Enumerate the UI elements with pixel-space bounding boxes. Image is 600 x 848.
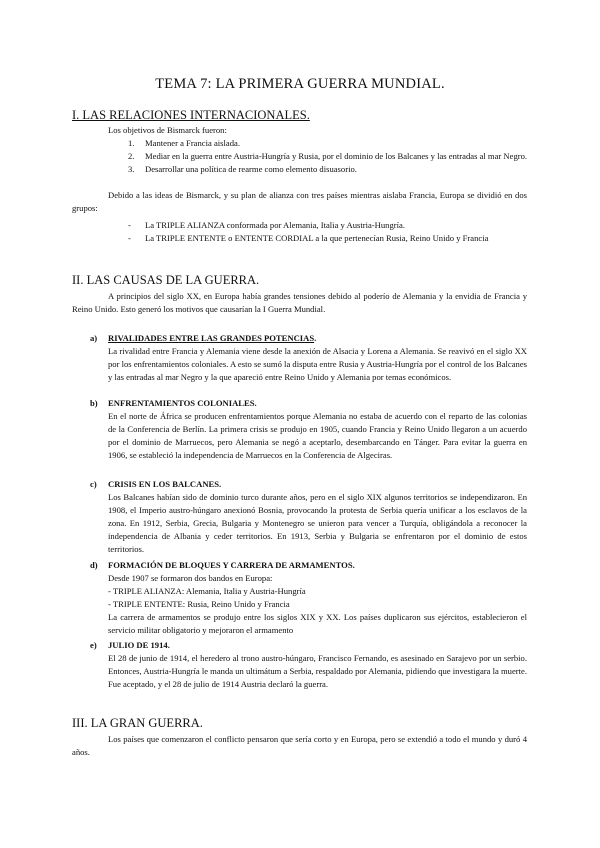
section-2-heading: II. LAS CAUSAS DE LA GUERRA. xyxy=(72,273,260,287)
subsection-c-title: c) CRISIS EN LOS BALCANES. xyxy=(90,479,222,489)
page-title: TEMA 7: LA PRIMERA GUERRA MUNDIAL. xyxy=(155,76,445,92)
subsection-d-text: La carrera de armamentos se produjo entre los siglos XIX y XX. Los países duplicaron sus ejércitos, establecieron el servicio militar obligatorio y mejoraron el armamento xyxy=(108,612,527,635)
subsection-d-title: d) FORMACIÓN DE BLOQUES Y CARRERA DE ARMAMENTOS. xyxy=(90,560,355,570)
subsection-e-title: e) JULIO DE 1914. xyxy=(90,640,170,650)
list-item: 2. Mediar en la guerra entre Austria-Hungría y Rusia, por el dominio de los Balcanes y las entradas al mar Negro. xyxy=(128,151,528,161)
subsection-b-text: En el norte de África se producen enfrentamientos porque Alemania no estaba de acuerdo con el reparto de las colonias de la Conferencia de Berlín. La primera crisis se produjo en 1905, cuando Francia y Reino Unido llegaron a un acuerdo por el dominio de Marruecos, pero Alemania se negó a aceptarlo, desembarcando en Tánger. Para evitar la guerra en 1906, se estableció la independencia de Marruecos en la Conferencia de Algeciras. xyxy=(108,411,527,460)
list-item: 3. Desarrollar una política de rearme como elemento disuasorio. xyxy=(128,164,357,174)
alliances-list xyxy=(128,219,528,245)
section-3-heading: III. LA GRAN GUERRA. xyxy=(72,716,203,730)
section-1-intro: Los objetivos de Bismarck fueron: xyxy=(108,125,227,135)
section-1-paragraph: Debido a las ideas de Bismarck, y su plan de alianza con tres países mientras aislaba Francia, Europa se dividió en dos grupos: xyxy=(72,190,527,213)
list-item: - La TRIPLE ENTENTE o ENTENTE CORDIAL a la que pertenecían Rusia, Reino Unido y Francia xyxy=(128,233,489,243)
subsection-a-text: La rivalidad entre Francia y Alemania viene desde la anexión de Alsacia y Lorena a Alemania. Se reavivó en el siglo XX por los enfrentamientos coloniales. A esto se sumó la disputa entre Rusia y Austria-Hungría por el control de los Balcanes y las entradas al mar Negro y la que apareció entre Reino Unido y Alemania por temas económicos. xyxy=(108,346,527,382)
subsection-d-line-3: - TRIPLE ENTENTE: Rusia, Reino Unido y Francia xyxy=(108,599,290,609)
subsection-d-line-2: - TRIPLE ALIANZA: Alemania, Italia y Austria-Hungría xyxy=(108,586,306,596)
section-3-intro: Los países que comenzaron el conflicto pensaron que sería corto y en Europa, pero se extendió a todo el mundo y duró 4 años. xyxy=(72,734,527,757)
subsection-e-text: El 28 de junio de 1914, el heredero al trono austro-húngaro, Francisco Fernando, es asesinado en Sarajevo por un serbio. Entonces, Austria-Hungría le manda un ultimátum a Serbia, respaldado por Alemania, pidiendo que investigara la muerte. Fue aceptado, y el 28 de julio de 1914 Austria declaró la guerra. xyxy=(108,653,527,689)
subsection-b-title: b) ENFRENTAMIENTOS COLONIALES. xyxy=(90,398,257,408)
list-item: 1. Mantener a Francia aislada. xyxy=(128,138,240,148)
subsection-d-line-1: Desde 1907 se formaron dos bandos en Europa: xyxy=(108,573,273,583)
section-2-intro: A principios del siglo XX, en Europa había grandes tensiones debido al poderío de Alemania y la envidia de Francia y Reino Unido. Esto generó los motivos que causarían la I Guerra Mundial. xyxy=(72,291,527,314)
list-item: - La TRIPLE ALIANZA conformada por Alemania, Italia y Austria-Hungría. xyxy=(128,220,405,230)
bismarck-objectives-list xyxy=(128,137,528,176)
subsection-a-title: a) RIVALIDADES ENTRE LAS GRANDES POTENCIAS. xyxy=(90,333,317,343)
subsection-c-text: Los Balcanes habían sido de dominio turco durante años, pero en el siglo XIX algunos territorios se independizaron. En 1908, el Imperio austro-húngaro anexionó Bosnia, provocando la protesta de Serbia quería unificar a los esclavos de la zona. En 1912, Serbia, Grecia, Bulgaria y Montenegro se unieron para vencer a Turquía, obligándola a reconocer la independencia de Albania y ceder territorios. En 1913, Serbia y Bulgaria se enfrentaron por el dominio de estos territorios. xyxy=(108,492,527,554)
section-1-heading: I. LAS RELACIONES INTERNACIONALES. xyxy=(72,108,310,122)
